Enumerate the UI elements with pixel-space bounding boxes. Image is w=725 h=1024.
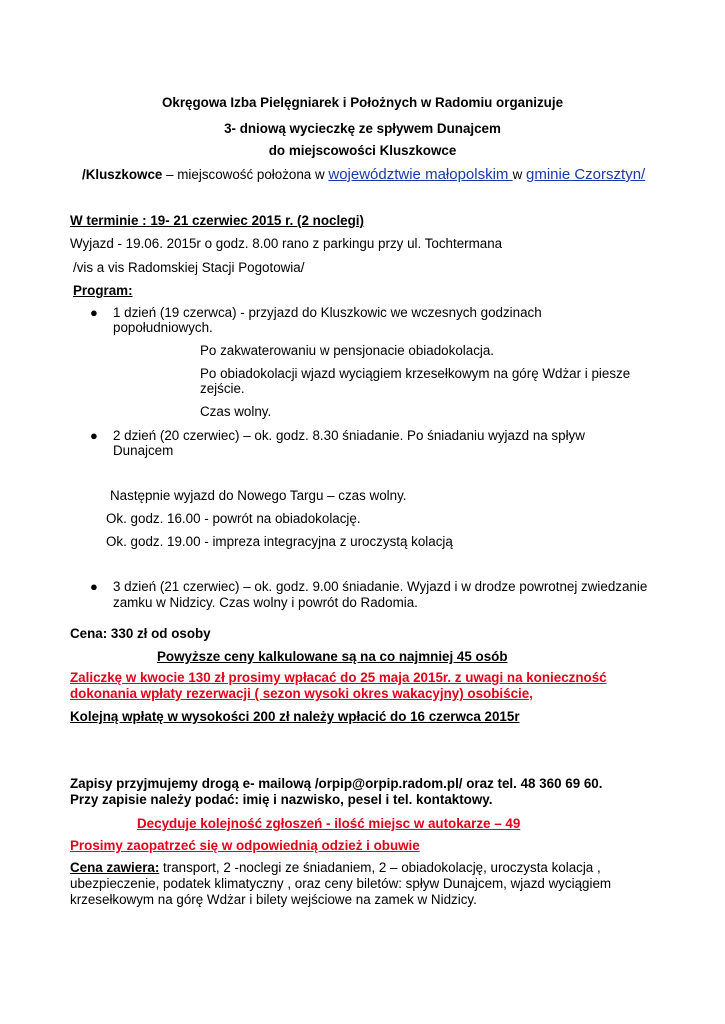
day3-line-1: 3 dzień (21 czerwiec) – ok. godz. 9.00 śniadanie. Wyjazd i w drodze powrotnej zwiedzanie — [113, 579, 648, 594]
location-line — [82, 167, 645, 183]
day1-line-3: Po zakwaterowaniu w pensjonacie obiadokolacja. — [200, 343, 495, 358]
bullet-day2: ● — [90, 428, 98, 443]
day1-line-4: Po obiadokolacji wjazd wyciągiem krzesełkowym na górę Wdżar i piesze — [200, 366, 631, 381]
location-text: – miejscowość położona w — [162, 167, 329, 182]
link-wojewodztwo[interactable]: województwie małopolskim — [328, 166, 513, 183]
day2-line-4: Ok. godz. 16.00 - powrót na obiadokolację. — [106, 511, 361, 526]
includes-text-1: transport, 2 -noclegi ze śniadaniem, 2 – obiadokolację, uroczysta kolacja , — [159, 860, 601, 875]
day1-line-2: popołudniowych. — [113, 320, 213, 335]
title-line-3: do miejscowości Kluszkowce — [268, 143, 457, 158]
link-gmina[interactable]: gminie Czorsztyn/ — [526, 166, 646, 183]
location-prefix: /Kluszkowce — [82, 167, 163, 182]
signup-line-2: Przy zapisie należy podać: imię i nazwisko, pesel i tel. kontaktowy. — [70, 792, 493, 807]
includes-line-1 — [70, 860, 601, 876]
location-mid: w — [512, 167, 526, 182]
day2-line-5: Ok. godz. 19.00 - impreza integracyjna z uroczystą kolacją — [106, 534, 453, 549]
title-line-1: Okręgowa Izba Pielęgniarek i Położnych w Radomiu organizuje — [161, 95, 564, 110]
departure-line-2: /vis a vis Radomskiej Stacji Pogotowia/ — [73, 260, 305, 275]
includes-line-3: krzesełkowym na górę Wdżar i bilety wejściowe na zamek w Nidzicy. — [70, 892, 477, 907]
price-line: Cena: 330 zł od osoby — [70, 626, 211, 641]
day2-line-1: 2 dzień (20 czerwiec) – ok. godz. 8.30 śniadanie. Po śniadaniu wyjazd na spływ — [113, 428, 585, 443]
day1-line-1: 1 dzień (19 czerwca) - przyjazd do Kluszkowic we wczesnych godzinach — [113, 305, 542, 320]
includes-line-2: ubezpieczenie, podatek klimatyczny , oraz ceny biletów: spływ Dunajcem, wjazd wyciągiem — [70, 876, 612, 891]
order-note: Decyduje kolejność zgłoszeń - ilość miejsc w autokarze – 49 — [137, 816, 521, 831]
deposit-line-1: Zaliczkę w kwocie 130 zł prosimy wpłacać do 25 maja 2015r. z uwagi na konieczność — [70, 670, 607, 685]
bullet-day3: ● — [90, 579, 98, 594]
title-line-2: 3- dniową wycieczkę ze spływem Dunajcem — [224, 121, 501, 136]
departure-line: Wyjazd - 19.06. 2015r o godz. 8.00 rano z parkingu przy ul. Tochtermana — [70, 236, 503, 251]
signup-line-1: Zapisy przyjmujemy drogą e- mailową /orpip@orpip.radom.pl/ oraz tel. 48 360 69 60. — [70, 776, 603, 791]
program-label: Program: — [73, 283, 133, 298]
second-payment: Kolejną wpłatę w wysokości 200 zł należy wpłacić do 16 czerwca 2015r — [70, 709, 520, 724]
includes-label: Cena zawiera: — [70, 860, 160, 875]
day2-line-2: Dunajcem — [113, 443, 174, 458]
deposit-line-2: dokonania wpłaty rezerwacji ( sezon wysoki okres wakacyjny) osobiście, — [70, 686, 533, 701]
term-heading: W terminie : 19- 21 czerwiec 2015 r. (2 noclegi) — [70, 213, 364, 228]
day2-line-3: Następnie wyjazd do Nowego Targu – czas wolny. — [110, 488, 407, 503]
day1-line-5: zejście. — [200, 381, 245, 396]
day3-line-2: zamku w Nidzicy. Czas wolny i powrót do Radomia. — [113, 595, 418, 610]
day1-line-6: Czas wolny. — [200, 404, 272, 419]
clothing-note: Prosimy zaopatrzeć się w odpowiednią odzież i obuwie — [70, 838, 420, 853]
bullet-day1: ● — [90, 305, 98, 320]
price-note: Powyższe ceny kalkulowane są na co najmniej 45 osób — [157, 649, 508, 664]
